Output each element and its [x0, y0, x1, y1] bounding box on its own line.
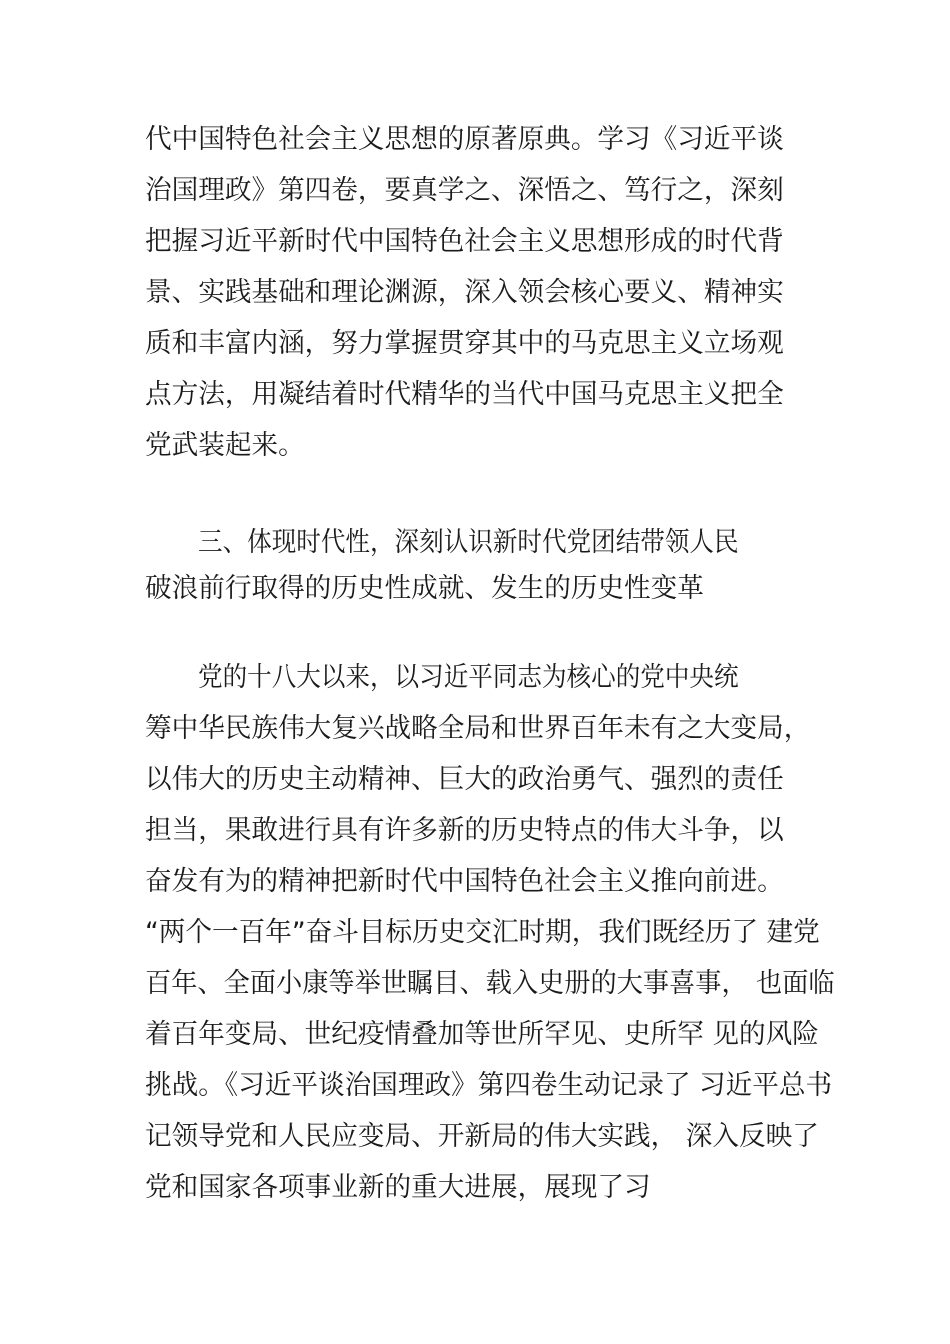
- text-line: 奋发有为的精神把新时代中国特色社会主义推向前进。: [145, 866, 784, 897]
- text-line: 百年、全面小康等举世瞩目、载入史册的大事喜事， 也面临: [145, 968, 835, 999]
- text-line: 着百年变局、世纪疫情叠加等世所罕见、史所罕 见的风险: [145, 1019, 819, 1050]
- text-line: 代中国特色社会主义思想的原著原典。学习《习近平谈: [145, 124, 784, 155]
- text-line: 点方法，用凝结着时代精华的当代中国马克思主义把全: [145, 379, 784, 410]
- text-line: 治国理政》第四卷，要真学之、深悟之、笃行之，深刻: [145, 175, 784, 206]
- text-line: 景、实践基础和理论渊源，深入领会核心要义、精神实: [145, 277, 784, 308]
- text-line: 筹中华民族伟大复兴战略全局和世界百年未有之大变局，: [145, 713, 811, 744]
- heading-line: 破浪前行取得的历史性成就、发生的历史性变革: [145, 573, 704, 604]
- text-line: 党和国家各项事业新的重大进展，展现了习: [145, 1172, 651, 1203]
- text-line: 把握习近平新时代中国特色社会主义思想形成的时代背: [145, 226, 784, 257]
- text-line: 挑战。《习近平谈治国理政》第四卷生动记录了 习近平总书: [145, 1070, 833, 1101]
- heading-line: 三、体现时代性，深刻认识新时代党团结带领人民: [198, 527, 739, 558]
- text-line: 党的十八大以来，以习近平同志为核心的党中央统: [198, 662, 739, 693]
- text-line: 担当，果敢进行具有许多新的历史特点的伟大斗争，以: [145, 815, 784, 846]
- text-line: 质和丰富内涵，努力掌握贯穿其中的马克思主义立场观: [145, 328, 784, 359]
- text-line: 以伟大的历史主动精神、巨大的政治勇气、强烈的责任: [145, 764, 784, 795]
- text-line: 党武装起来。: [145, 430, 305, 461]
- text-line: “两个一百年”奋斗目标历史交汇时期，我们既经历了 建党: [145, 917, 820, 948]
- text-line: 记领导党和人民应变局、开新局的伟大实践， 深入反映了: [145, 1121, 819, 1152]
